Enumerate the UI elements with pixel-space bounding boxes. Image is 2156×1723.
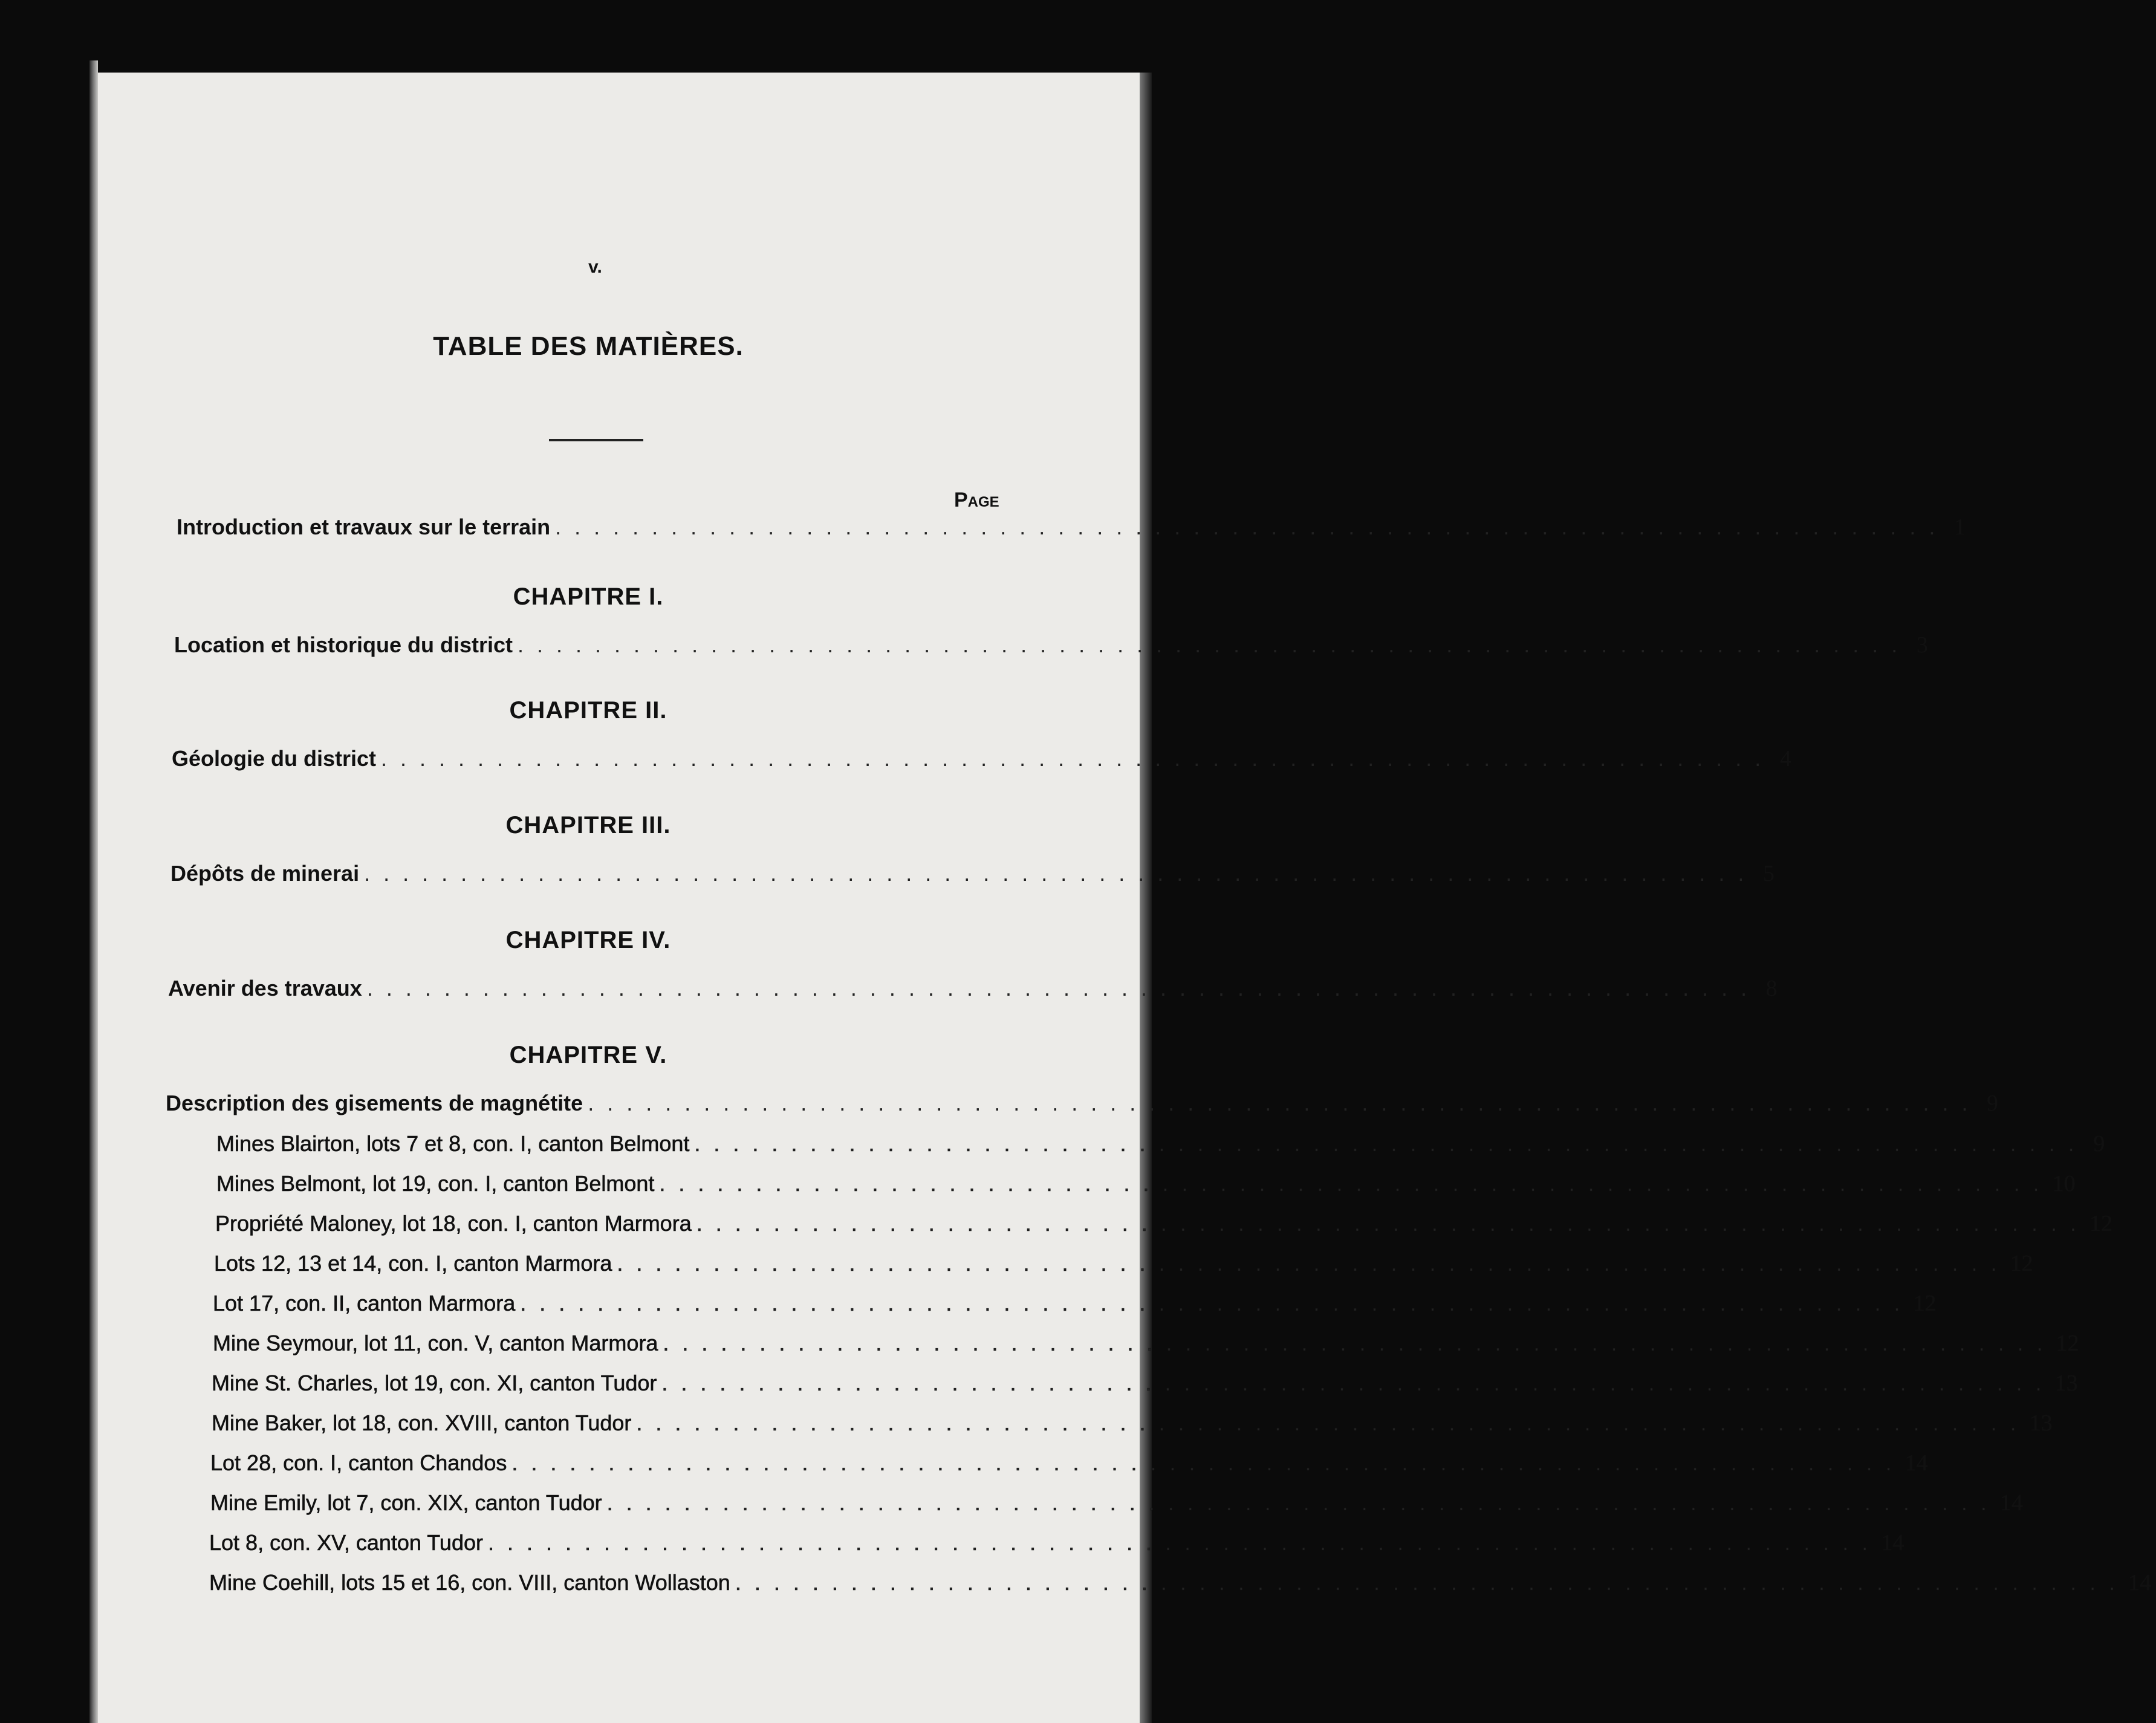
roman-page-number: v. [588, 257, 602, 277]
toc-entry-page: 8 [1765, 976, 1778, 1001]
toc-entry-label: Propriété Maloney, lot 18, con. I, canton Marmora [215, 1211, 692, 1236]
toc-entry-page: 13 [2029, 1410, 2053, 1436]
dot-leader: . . . . . . . . . . . . . . . . . . . . . . . . . . . . . . . . . . . . . . . . . . . . . . . . . . . . . . . . . . . . . . . . . . . . . . . . [520, 1291, 1904, 1316]
toc-entry-page: 14 [1904, 1450, 1928, 1476]
toc-entry-chapter-3[interactable] [170, 860, 1774, 891]
toc-entry-intro[interactable] [177, 514, 1966, 544]
page-column-header: Page [954, 488, 999, 511]
toc-entry-label: Mine Coehill, lots 15 et 16, con. VIII, canton Wollaston [209, 1570, 730, 1595]
toc-entry-page: 12 [2010, 1251, 2033, 1276]
dot-leader: . . . . . . . . . . . . . . . . . . . . . . . . . . . . . . . . . . . . . . . . . . . . . . . . . . . . . . . . . . . . . . . . . . . . . . . . [381, 746, 1765, 771]
toc-subentry[interactable] [212, 1410, 2053, 1440]
toc-entry-page: 12 [1913, 1291, 1937, 1316]
toc-entry-page: 5 [1762, 861, 1774, 886]
toc-entry-page: 9 [2093, 1131, 2105, 1157]
toc-entry-page: 14 [1881, 1530, 1904, 1556]
toc-subentry[interactable] [216, 1170, 2076, 1201]
chapter-heading-1: CHAPITRE I. [513, 583, 664, 610]
toc-entry-page: 14 [1999, 1490, 2023, 1516]
dot-leader: . . . . . . . . . . . . . . . . . . . . . . . . . . . . . . . . . . . . . . . . . . . . . . . . . . . . . . . . . . . . . . . . . . . . . . . . [511, 1450, 1895, 1475]
toc-subentry[interactable] [214, 1250, 2033, 1280]
toc-entry-page: 3 [1916, 632, 1928, 658]
toc-subentry[interactable] [210, 1450, 1928, 1480]
toc-entry-label: Introduction et travaux sur le terrain [177, 514, 551, 539]
toc-entry-label: Lot 8, con. XV, canton Tudor [209, 1530, 483, 1555]
toc-entry-page: 10 [2052, 1171, 2076, 1196]
toc-subentry[interactable] [216, 1131, 2105, 1161]
toc-entry-chapter-4[interactable] [168, 975, 1778, 1005]
chapter-heading-3: CHAPITRE III. [505, 812, 671, 839]
toc-entry-label: Lot 28, con. I, canton Chandos [210, 1450, 507, 1475]
toc-entry-label: Mine Seymour, lot 11, con. V, canton Marmora [213, 1331, 658, 1355]
toc-subentry[interactable] [212, 1370, 2078, 1400]
toc-entry-label: Lots 12, 13 et 14, con. I, canton Marmora [214, 1251, 612, 1276]
dot-leader: . . . . . . . . . . . . . . . . . . . . . . . . . . . . . . . . . . . . . . . . . . . . . . . . . . . . . . . . . . . . . . . . . . . . . . . . [663, 1331, 2047, 1355]
chapter-heading-5: CHAPITRE V. [509, 1042, 667, 1068]
toc-entry-chapter-2[interactable] [172, 745, 1791, 776]
toc-entry-chapter-5[interactable] [166, 1090, 1998, 1120]
toc-entry-label: Location et historique du district [174, 632, 513, 657]
toc-subentry[interactable] [213, 1330, 2079, 1360]
dot-leader: . . . . . . . . . . . . . . . . . . . . . . . . . . . . . . . . . . . . . . . . . . . . . . . . . . . . . . . . . . . . . . . . . . . . . . . . [694, 1131, 2078, 1156]
dot-leader: . . . . . . . . . . . . . . . . . . . . . . . . . . . . . . . . . . . . . . . . . . . . . . . . . . . . . . . . . . . . . . . . . . . . . . . . [617, 1251, 2001, 1276]
toc-entry-label: Avenir des travaux [168, 976, 362, 1001]
toc-entry-page: 1 [1953, 514, 1966, 540]
toc-entry-label: Description des gisements de magnétite [166, 1091, 583, 1115]
toc-entry-label: Mines Blairton, lots 7 et 8, con. I, canton Belmont [216, 1131, 690, 1156]
toc-subentry[interactable] [213, 1290, 1937, 1320]
toc-entry-label: Lot 17, con. II, canton Marmora [213, 1291, 516, 1316]
chapter-heading-2: CHAPITRE II. [509, 697, 667, 724]
toc-entry-chapter-1[interactable] [174, 632, 1928, 662]
toc-entry-page: 13 [2054, 1371, 2078, 1396]
book-spine [89, 60, 98, 1723]
toc-entry-page: 9 [1986, 1091, 1998, 1116]
toc-entry-label: Géologie du district [172, 746, 377, 771]
dot-leader: . . . . . . . . . . . . . . . . . . . . . . . . . . . . . . . . . . . . . . . . . . . . . . . . . . . . . . . . . . . . . . . . . . . . . . . . [606, 1490, 1990, 1515]
dot-leader: . . . . . . . . . . . . . . . . . . . . . . . . . . . . . . . . . . . . . . . . . . . . . . . . . . . . . . . . . . . . . . . . . . . . . . . . [696, 1211, 2080, 1236]
dot-leader: . . . . . . . . . . . . . . . . . . . . . . . . . . . . . . . . . . . . . . . . . . . . . . . . . . . . . . . . . . . . . . . . . . . . . . . . [735, 1570, 2119, 1595]
dot-leader: . . . . . . . . . . . . . . . . . . . . . . . . . . . . . . . . . . . . . . . . . . . . . . . . . . . . . . . . . . . . . . . . . . . . . . . . [366, 976, 1751, 1001]
toc-subentry[interactable] [209, 1569, 2152, 1600]
toc-subentry[interactable] [215, 1210, 2112, 1241]
toc-subentry[interactable] [210, 1490, 2023, 1520]
page-title: TABLE DES MATIÈRES. [433, 331, 744, 361]
toc-entry-label: Mine Baker, lot 18, con. XVIII, canton Tudor [212, 1410, 632, 1435]
toc-entry-label: Mine Emily, lot 7, con. XIX, canton Tudor [210, 1490, 602, 1515]
dot-leader: . . . . . . . . . . . . . . . . . . . . . . . . . . . . . . . . . . . . . . . . . . . . . . . . . . . . . . . . . . . . . . . . . . . . . . . . [555, 514, 1939, 539]
dot-leader: . . . . . . . . . . . . . . . . . . . . . . . . . . . . . . . . . . . . . . . . . . . . . . . . . . . . . . . . . . . . . . . . . . . . . . . . [659, 1171, 2043, 1196]
dot-leader: . . . . . . . . . . . . . . . . . . . . . . . . . . . . . . . . . . . . . . . . . . . . . . . . . . . . . . . . . . . . . . . . . . . . . . . . [488, 1530, 1872, 1555]
toc-subentry[interactable] [209, 1530, 1904, 1560]
toc-entry-page: 12 [2089, 1211, 2112, 1236]
toc-entry-page: 4 [1779, 746, 1791, 771]
title-rule [549, 439, 643, 441]
toc-entry-page: 14 [2128, 1570, 2152, 1595]
toc-entry-label: Mines Belmont, lot 19, con. I, canton Belmont [216, 1171, 655, 1196]
toc-entry-page: 12 [2056, 1331, 2079, 1356]
toc-entry-label: Mine St. Charles, lot 19, con. XI, canton Tudor [212, 1371, 657, 1395]
dot-leader: . . . . . . . . . . . . . . . . . . . . . . . . . . . . . . . . . . . . . . . . . . . . . . . . . . . . . . . . . . . . . . . . . . . . . . . . [588, 1091, 1972, 1115]
chapter-heading-4: CHAPITRE IV. [505, 927, 671, 953]
dot-leader: . . . . . . . . . . . . . . . . . . . . . . . . . . . . . . . . . . . . . . . . . . . . . . . . . . . . . . . . . . . . . . . . . . . . . . . . [518, 632, 1901, 657]
dot-leader: . . . . . . . . . . . . . . . . . . . . . . . . . . . . . . . . . . . . . . . . . . . . . . . . . . . . . . . . . . . . . . . . . . . . . . . . [364, 861, 1748, 886]
dot-leader: . . . . . . . . . . . . . . . . . . . . . . . . . . . . . . . . . . . . . . . . . . . . . . . . . . . . . . . . . . . . . . . . . . . . . . . . [636, 1410, 2020, 1435]
toc-entry-label: Dépôts de minerai [170, 861, 360, 886]
dot-leader: . . . . . . . . . . . . . . . . . . . . . . . . . . . . . . . . . . . . . . . . . . . . . . . . . . . . . . . . . . . . . . . . . . . . . . . . [661, 1371, 2045, 1395]
